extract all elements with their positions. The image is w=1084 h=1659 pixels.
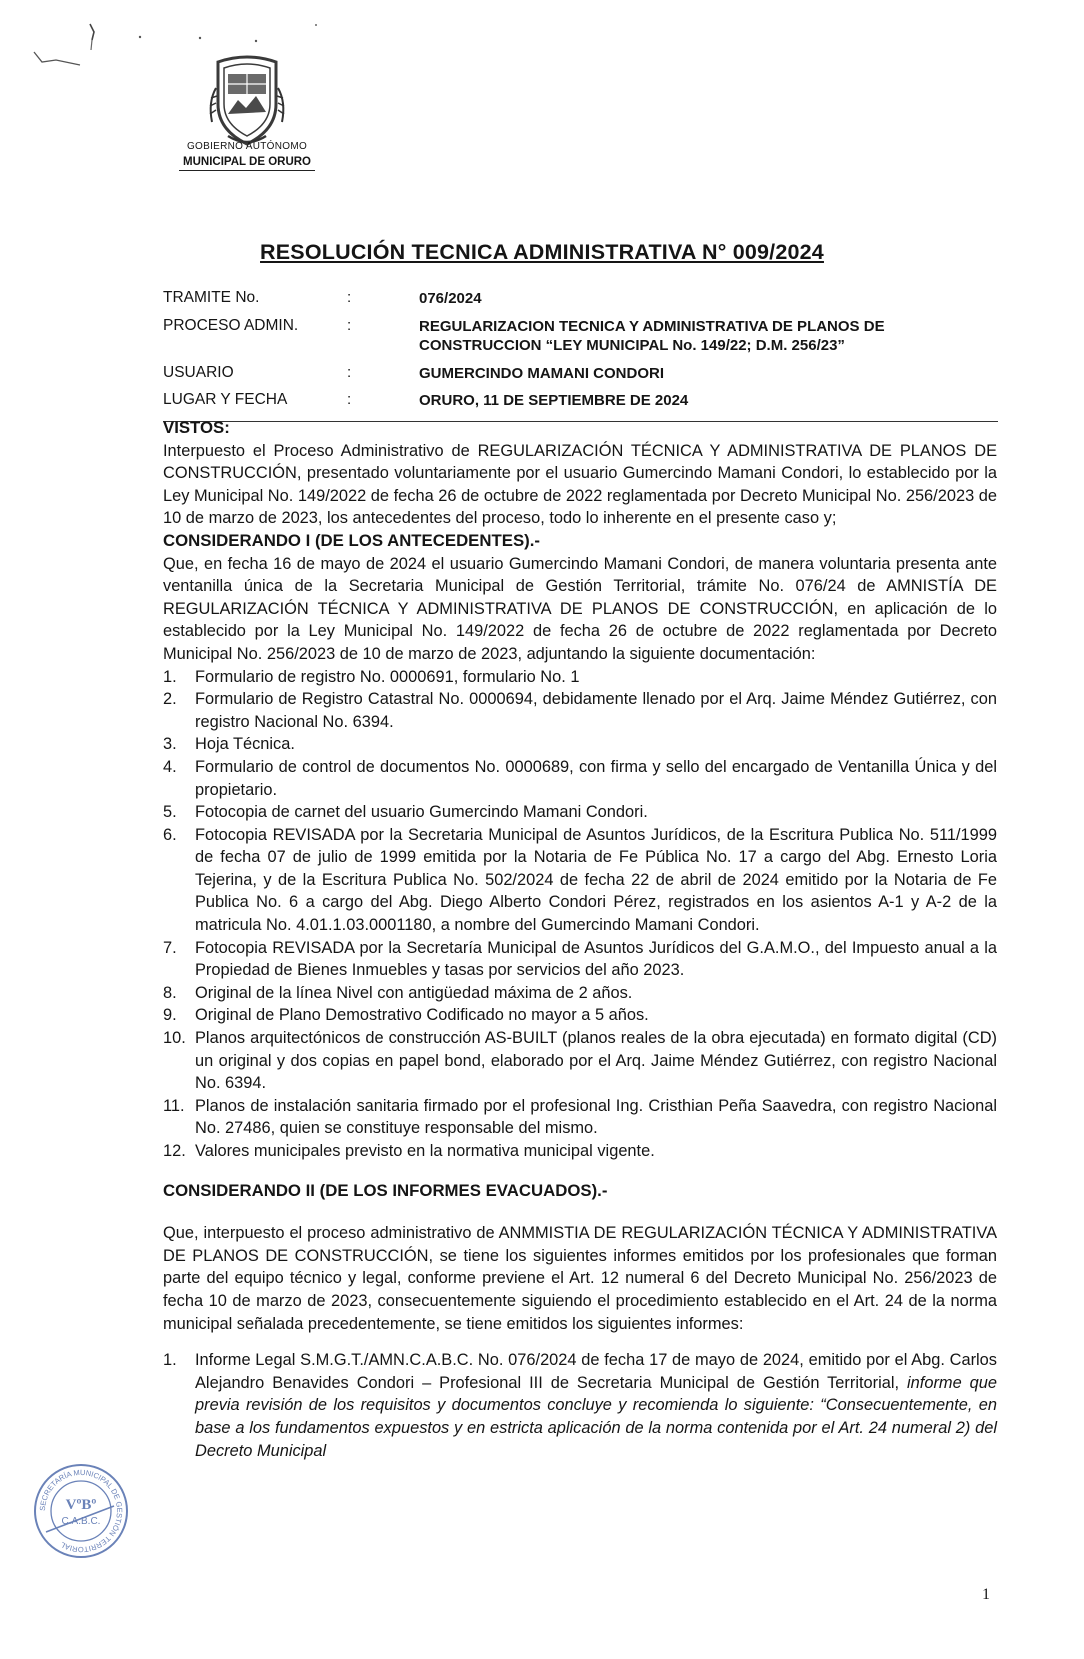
list-item-text: Hoja Técnica.: [195, 735, 295, 754]
list-item-text: [195, 1349, 997, 1462]
list-item: [163, 1004, 997, 1027]
list-item-number: 6.: [163, 825, 177, 844]
list-item-text: Formulario de control de documentos No. 0000689, con firma y sello del encargado de Ventanilla Única y del propietario.: [195, 757, 997, 799]
considerando-2-paragraph: Que, interpuesto el proceso administrativo de ANMMISTIA DE REGULARIZACIÓN TÉCNICA Y ADMINISTRATIVA DE PLANOS DE CONSTRUCCIÓN, se tiene los siguientes informes emitidos por los profesionales que forman parte del equipo técnico y legal, conforme previene el Art. 12 numeral 6 del Decreto Municipal No. 256/2023 de fecha 10 de marzo de 2023, consecuentemente siguiendo el procedimiento establecido en el Art. 24 de la norma municipal señalada precedentemente, se tiene emitidos los siguientes informes:: [163, 1224, 997, 1333]
page-number: 1: [982, 1586, 990, 1603]
report-text: Informe Legal S.M.G.T./AMN.C.A.B.C. No. 076/2024 de fecha 17 de mayo de 2024, emitido por el Abg. Carlos Alejandro Benavides Condori – Profesional III de Secretaria Municipal de Gestión Territorial,: [195, 1351, 997, 1392]
organization-name: [150, 141, 344, 171]
meta-value: 076/2024: [419, 290, 482, 307]
spacer: [163, 1202, 997, 1222]
meta-colon: :: [347, 289, 352, 306]
considerando-2-heading: CONSIDERANDO II (DE LOS INFORMES EVACUADOS).-: [163, 1180, 608, 1200]
list-item-number: 2.: [163, 690, 177, 709]
stamp-initials: C.A.B.C.: [61, 1516, 101, 1527]
list-item-text: Formulario de registro No. 0000691, formulario No. 1: [195, 667, 580, 686]
list-item: [163, 824, 997, 937]
meta-row-lugar-fecha: [163, 391, 1003, 411]
reports-list: [163, 1349, 997, 1462]
meta-value: GUMERCINDO MAMANI CONDORI: [419, 364, 664, 382]
list-item: [163, 982, 997, 1005]
list-item-number: 10.: [163, 1029, 186, 1048]
list-item-text: Original de la línea Nivel con antigüedad máxima de 2 años.: [195, 983, 633, 1002]
meta-value: REGULARIZACION TECNICA Y ADMINISTRATIVA DE PLANOS DE CONSTRUCCION “LEY MUNICIPAL No. 149/22; D.M. 256/23”: [419, 317, 885, 354]
meta-row-proceso: [163, 317, 1003, 356]
list-item-text: Original de Plano Demostrativo Codificado no mayor a 5 años.: [195, 1006, 649, 1025]
municipal-coat-of-arms-icon: [198, 52, 296, 150]
list-item-text: Planos de instalación sanitaria firmado por el profesional Ing. Cristhian Peña Saavedra, con registro Nacional No. 27486, quien se constituye responsable del mismo.: [195, 1096, 997, 1138]
considerando-1-heading: CONSIDERANDO I (DE LOS ANTECEDENTES).-: [163, 530, 540, 550]
list-item: [163, 756, 997, 801]
list-item-text: Formulario de Registro Catastral No. 0000694, debidamente llenado por el Arq. Jaime Méndez Gutiérrez, con registro Nacional No. 6394.: [195, 690, 997, 731]
approval-stamp-icon: [32, 1462, 130, 1560]
vistos-heading: VISTOS:: [163, 418, 230, 437]
list-item-number: 11.: [163, 1096, 185, 1115]
stamp-ring-text: SECRETARÍA MUNICIPAL DE GESTIÓN TERRITORIAL: [37, 1467, 125, 1555]
list-item: [163, 1095, 997, 1140]
meta-value: ORURO, 11 DE SEPTIEMBRE DE 2024: [419, 392, 689, 409]
list-item-number: 3.: [163, 735, 177, 754]
vistos-paragraph: Interpuesto el Proceso Administrativo de REGULARIZACIÓN TÉCNICA Y ADMINISTRATIVA DE PLANOS DE CONSTRUCCIÓN, presentado voluntariamente por el usuario Gumercindo Mamani Condori, lo establecido por la Ley Municipal No. 149/2022 de fecha 26 de octubre de 2022 reglamentada por Decreto Municipal No. 256/2023 de 10 de marzo de 2023, los antecedentes del proceso, todo lo inherente en el presente caso y;: [163, 441, 997, 528]
report-quote: informe que previa revisión de los requisitos y documentos concluye y recomienda lo siguiente: “Consecuentemente, en base a los fundamentos expuestos y en estricta aplicación de la norma contenida por el Art. 24 numeral 2) del Decreto Municipal: [195, 1373, 997, 1460]
list-item-text: Fotocopia de carnet del usuario Gumercindo Mamani Condori.: [195, 803, 648, 822]
list-item: [163, 1349, 997, 1462]
meta-colon: :: [347, 316, 352, 334]
org-line-1: GOBIERNO AUTÓNOMO: [186, 141, 308, 152]
list-item-text: Valores municipales previsto en la normativa municipal vigente.: [195, 1142, 655, 1160]
list-item: [163, 733, 997, 756]
list-item: [163, 1140, 997, 1163]
list-item-number: 9.: [163, 1006, 177, 1025]
stamp-approval-text: VºBº: [65, 1497, 97, 1513]
meta-row-usuario: [163, 364, 1003, 384]
meta-label: TRAMITE No.: [163, 289, 260, 306]
document-title: RESOLUCIÓN TECNICA ADMINISTRATIVA N° 009/2024: [260, 240, 824, 264]
list-item-number: 7.: [163, 938, 177, 957]
documentation-list: [163, 666, 997, 1163]
list-item-number: 1.: [163, 667, 177, 686]
list-item-number: 4.: [163, 757, 177, 776]
list-item: [163, 801, 997, 824]
metadata-block: [163, 289, 1003, 419]
list-item-text: Fotocopia REVISADA por la Secretaría Municipal de Asuntos Jurídicos del G.A.M.O., del Impuesto anual a la Propiedad de Bienes Inmuebles y tasas por servicios del año 2023.: [195, 938, 997, 980]
meta-label: LUGAR Y FECHA: [163, 391, 288, 408]
meta-colon: :: [347, 391, 352, 408]
spacer: [163, 1335, 997, 1349]
document-body: [163, 417, 997, 1462]
meta-label: USUARIO: [163, 363, 234, 381]
list-item: [163, 688, 997, 733]
list-item: [163, 1027, 997, 1095]
meta-label: PROCESO ADMIN.: [163, 316, 299, 334]
list-item: [163, 666, 997, 689]
meta-colon: :: [347, 363, 352, 381]
list-item: [163, 937, 997, 982]
spacer: [163, 1163, 997, 1180]
org-line-2: MUNICIPAL DE ORURO: [179, 156, 315, 171]
meta-row-tramite: [163, 289, 1003, 309]
list-item-number: 5.: [163, 803, 177, 822]
list-item-text: Fotocopia REVISADA por la Secretaria Municipal de Asuntos Jurídicos, de la Escritura Publica No. 511/1999 de fecha 07 de julio de 1999 emitida por la Notaria de Fe Pública No. 17 a cargo del Abg. Ernesto Loria Tejerina, y de la Escritura Publica No. 502/2024 de fecha 22 de abril de 2024 emitido por la Notaria de Fe Publica No. 6 a cargo del Abg. Diego Alberto Condori Pérez, registrados en los asientos A-1 y A-2 de la matricula No. 4.01.1.03.0001180, a nombre del Gumercindo Mamani Condori.: [195, 825, 997, 935]
list-item-number: 12.: [163, 1142, 186, 1160]
list-item-text: Planos arquitectónicos de construcción AS-BUILT (planos reales de la obra ejecutada) en formato digital (CD) un original y dos copias en papel bond, elaborado por el Arq. Jaime Méndez Gutiérrez, con registro Nacional No. 6394.: [195, 1029, 997, 1093]
considerando-1-paragraph: Que, en fecha 16 de mayo de 2024 el usuario Gumercindo Mamani Condori, de manera voluntaria presenta ante ventanilla única de la Secretaria Municipal de Gestión Territorial, trámite No. 076/24 de AMNISTÍA DE REGULARIZACIÓN TÉCNICA Y ADMINISTRATIVA DE PLANOS DE CONSTRUCCIÓN, en aplicación de lo establecido por la Ley Municipal No. 149/2022 de fecha 26 de octubre de 2022 reglamentada por Decreto Municipal No. 256/2023 de 10 de marzo de 2023, adjuntando la siguiente documentación:: [163, 554, 997, 663]
list-item-number: 1.: [163, 1351, 177, 1370]
list-item-number: 8.: [163, 983, 177, 1002]
